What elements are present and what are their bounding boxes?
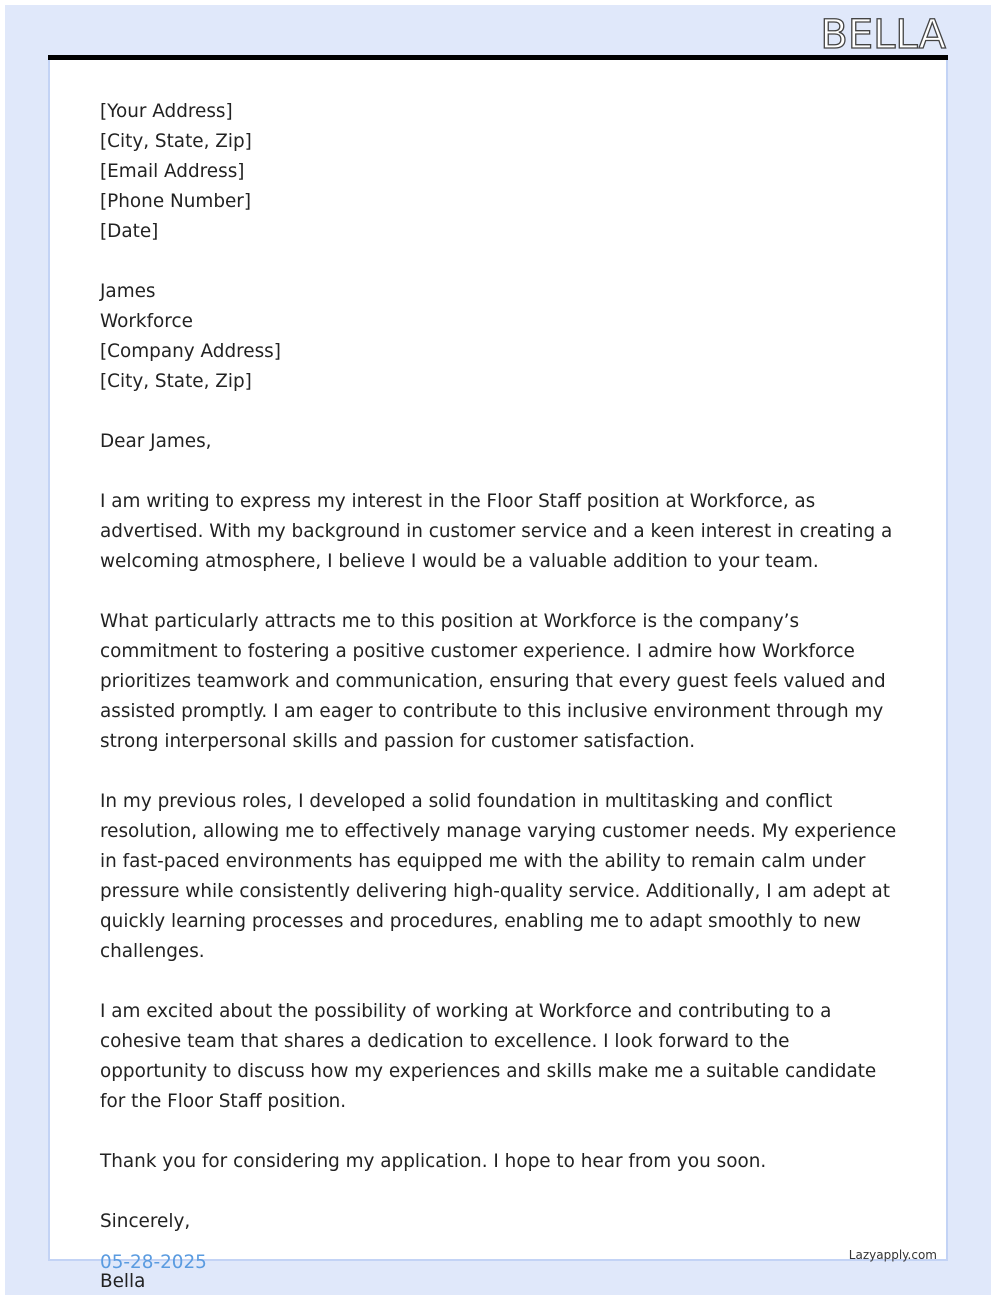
paragraph-text: I am excited about the possibility of working at Workforce and contributing to a cohesive team that shares a dedication to excellence. I look forward to the opportunity to discuss how my experiences and skills make me a suitable candidate for the Floor Staff position. <box>100 1001 877 1112</box>
paragraph-text: What particularly attracts me to this position at Workforce is the company’s commitment to fostering a positive customer experience. I admire how Workforce prioritizes teamwork and communication, ensuring that every guest feels valued and assisted promptly. I am eager to contribute to this inclusive environment through my strong interpersonal skills and passion for customer satisfaction. <box>100 611 886 752</box>
sender-city-state-zip: [City, State, Zip] <box>100 131 252 152</box>
recipient-address: [Company Address] <box>100 341 281 362</box>
footer-date: 05-28-2025 <box>100 1252 207 1273</box>
salutation-text: Dear James, <box>100 431 212 452</box>
body-paragraph <box>100 787 900 967</box>
closing <box>100 1207 900 1237</box>
closing-text: Sincerely, <box>100 1211 191 1232</box>
sender-address: [Your Address] <box>100 101 233 122</box>
recipient-company: Workforce <box>100 311 193 332</box>
sender-date: [Date] <box>100 221 159 242</box>
paragraph-text: Thank you for considering my application. I hope to hear from you soon. <box>100 1151 767 1172</box>
salutation <box>100 427 900 457</box>
body-paragraph <box>100 997 900 1117</box>
body-paragraph <box>100 487 900 577</box>
recipient-block <box>100 277 900 397</box>
cover-letter <box>100 97 900 1297</box>
recipient-name: James <box>100 281 156 302</box>
sender-email: [Email Address] <box>100 161 245 182</box>
paragraph-text: I am writing to express my interest in the Floor Staff position at Workforce, as advertised. With my background in customer service and a keen interest in creating a welcoming atmosphere, I believe I would be a valuable addition to your team. <box>100 491 893 572</box>
body-paragraph <box>100 607 900 757</box>
brand-name: BELLA <box>820 12 946 58</box>
paragraph-text: In my previous roles, I developed a solid foundation in multitasking and conflict resolution, allowing me to effectively manage varying customer needs. My experience in fast-paced environments has equipped me with the ability to remain calm under pressure while consistently delivering high-quality service. Additionally, I am adept at quickly learning processes and procedures, enabling me to adapt smoothly to new challenges. <box>100 791 897 962</box>
header-rule <box>48 55 948 60</box>
sender-block <box>100 97 900 247</box>
sender-phone: [Phone Number] <box>100 191 252 212</box>
signature-name: Bella <box>100 1271 146 1292</box>
recipient-city-state-zip: [City, State, Zip] <box>100 371 252 392</box>
watermark: Lazyapply.com <box>848 1248 937 1262</box>
signature <box>100 1267 900 1297</box>
body-paragraph <box>100 1147 900 1177</box>
